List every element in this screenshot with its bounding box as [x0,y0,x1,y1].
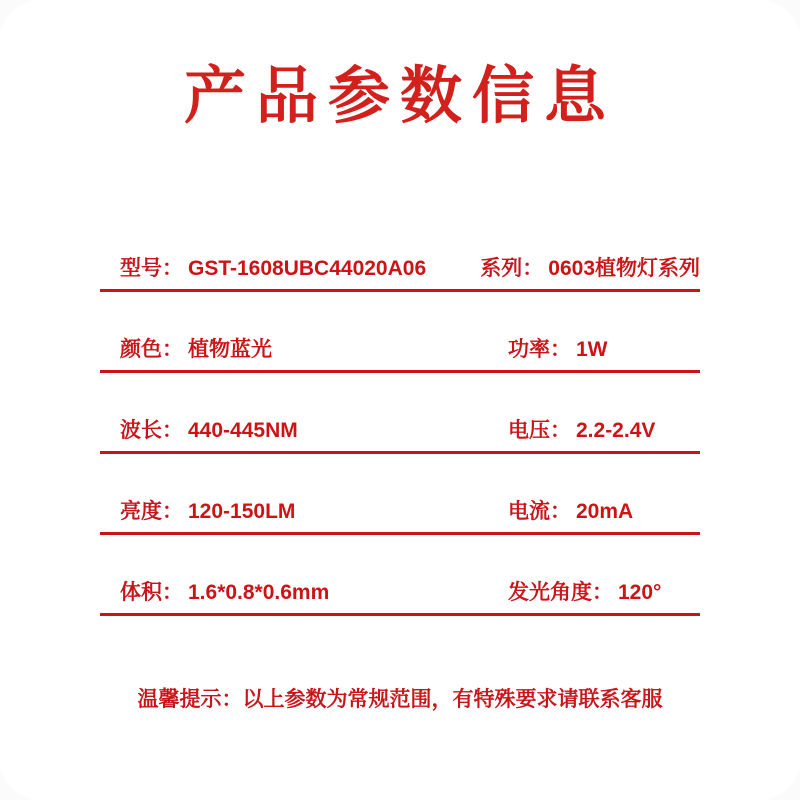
current-value: 20mA [576,500,634,523]
spec-cell-power [508,333,700,363]
power-label: 功率： [508,338,571,361]
spec-cell-voltage [508,414,700,444]
spec-cell-brightness [100,495,508,525]
spec-table [100,211,700,616]
page-title: 产品参数信息 [183,62,616,131]
spec-row-size-angle [100,535,700,616]
color-value: 植物蓝光 [188,338,272,361]
voltage-label: 电压： [508,419,571,442]
model-value: GST-1608UBC44020A06 [188,257,427,280]
spec-cell-beam-angle [508,576,700,606]
spec-cell-size [100,576,508,606]
series-label: 系列： [480,257,544,280]
wavelength-value: 440-445NM [188,419,298,442]
wavelength-label: 波长： [120,419,183,442]
brightness-value: 120-150LM [188,500,296,523]
spec-row-model-series [100,211,700,292]
spec-row-brightness-current [100,454,700,535]
color-label: 颜色： [120,338,183,361]
spec-cell-series [480,252,700,282]
voltage-value: 2.2-2.4V [576,419,656,442]
current-label: 电流： [508,500,571,523]
spec-cell-wavelength [100,414,508,444]
spec-row-wavelength-voltage [100,373,700,454]
power-value: 1W [576,338,608,361]
model-label: 型号： [120,257,183,280]
brightness-label: 亮度： [120,500,183,523]
spec-cell-current [508,495,700,525]
spec-cell-color [100,333,508,363]
size-value: 1.6*0.8*0.6mm [188,581,330,604]
warm-tip-note: 温馨提示：以上参数为常规范围，有特殊要求请联系客服 [137,688,663,711]
size-label: 体积： [120,581,183,604]
series-value: 0603植物灯系列 [548,257,700,280]
spec-cell-model [100,252,480,282]
beam-angle-value: 120° [618,581,662,604]
spec-row-color-power [100,292,700,373]
beam-angle-label: 发光角度： [508,581,613,604]
